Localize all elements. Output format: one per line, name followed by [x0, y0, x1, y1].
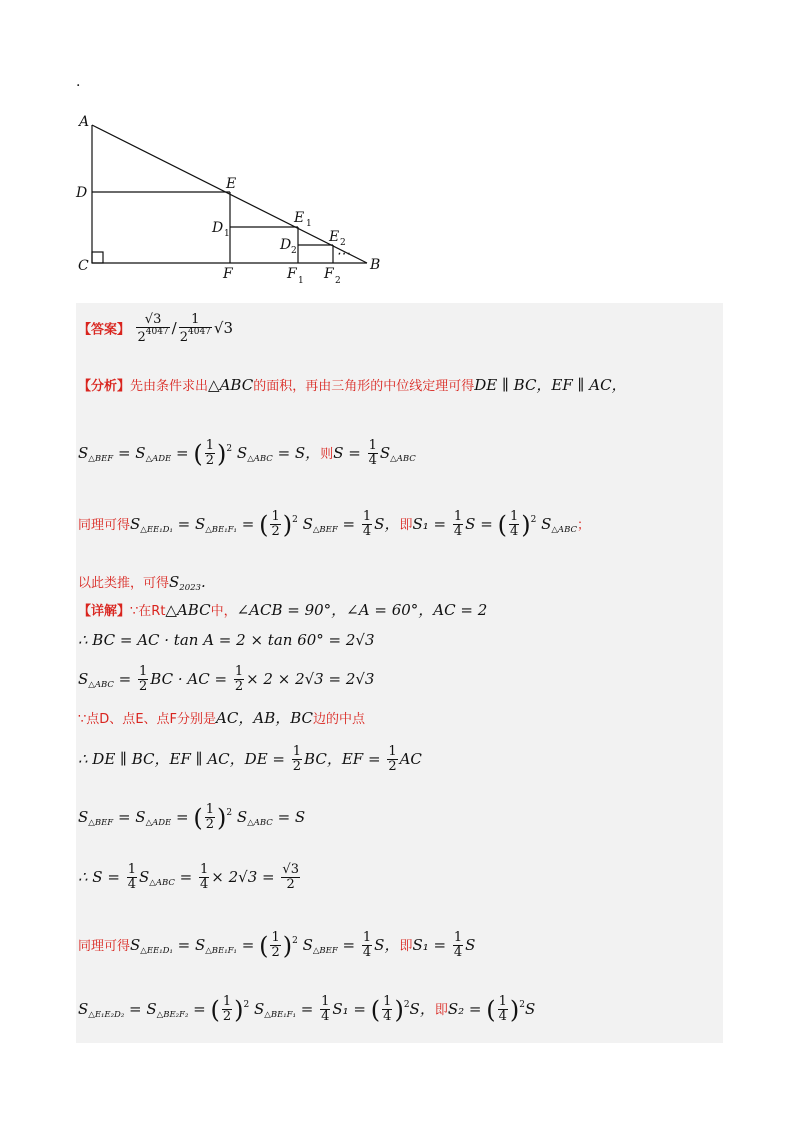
detail-line-5: ∴ DE ∥ BC，EF ∥ AC，DE = $\frac{1}{2}$ BC，EF = $\frac{1}{2}$ AC: [78, 744, 422, 775]
detail-tag: 【详解】: [78, 604, 131, 619]
label-e2: E: [329, 229, 340, 245]
analysis-line-4: 以此类推，可得$S_{2023}$.: [78, 573, 206, 593]
detail-line-3: $S_{\triangle ABC}$ = $\frac{1}{2}$ BC · AC = $\frac{1}{2}$ × 2 × 2√3 = 2√3: [78, 664, 375, 695]
label-d1-sub: 1: [224, 229, 230, 239]
detail-line-7: ∴ S = $\frac{1}{4}$ $S_{\triangle ABC}$ = $\frac{1}{4}$ × 2√3 = $\frac{√3}{2}$: [78, 862, 299, 893]
ellipsis-mark: ⋯: [336, 246, 350, 262]
label-f: F: [223, 266, 233, 282]
analysis-line-3: 同理可得$S_{\triangle EE_1D_1} = S_{\triangle BE_1F_1}$ = ( $\frac{1}{2}$ )$^2$ $S_{\triangle BEF}$ = $\frac{1}{4}$ S，即S₁ = $\frac{1}{4}$ S = ( $\frac{1}{4}$ )$^2$ $S_{\triangle ABC}$；: [78, 509, 590, 540]
stray-dot: ·: [76, 78, 81, 94]
detail-line-9: $S_{\triangle E_1E_2D_2} = S_{\triangle BE_2F_2}$ = ( $\frac{1}{2}$ )$^2$ $S_{\triangle BE_1F_1}$ = $\frac{1}{4}$ S₁ = ( $\frac{1}{4}$ )$^2$S，即S₂ = ( $\frac{1}{4}$ )$^2$S: [78, 994, 536, 1025]
label-d: D: [76, 185, 88, 201]
label-f1-sub: 1: [298, 276, 304, 286]
solution-panel: [76, 303, 723, 1043]
answer-tail: √3: [213, 319, 234, 338]
detail-line-6: $S_{\triangle BEF} = S_{\triangle ADE}$ = ( $\frac{1}{2}$ )$^2$ $S_{\triangle ABC} = S$: [78, 802, 306, 833]
right-angle-mark: [92, 252, 103, 263]
label-e2-sub: 2: [340, 238, 346, 248]
answer-tag: 【答案】: [78, 322, 131, 338]
detail-line-8: 同理可得$S_{\triangle EE_1D_1} = S_{\triangle BE_1F_1}$ = ( $\frac{1}{2}$ )$^2$ $S_{\triangle BEF}$ = $\frac{1}{4}$ S，即S₁ = $\frac{1}{4}$ S: [78, 930, 476, 961]
label-f2-sub: 2: [335, 276, 341, 286]
answer-frac-1: $\frac{√3}{2^{4047}}$: [137, 312, 169, 346]
detail-line-1: 【详解】∵在Rt△ABC中，∠ACB = 90°，∠A = 60°，AC = 2: [78, 601, 488, 619]
label-c: C: [78, 258, 89, 274]
label-e1: E: [294, 210, 305, 226]
label-e1-sub: 1: [306, 219, 312, 229]
label-b: B: [370, 257, 381, 273]
geometry-figure: [70, 108, 400, 288]
label-a: A: [79, 114, 90, 130]
analysis-tag: 【分析】: [78, 379, 131, 394]
label-e: E: [226, 176, 237, 192]
analysis-line-2: $S_{\triangle BEF} = S_{\triangle ADE}$ = ( $\frac{1}{2}$ )$^2$ $S_{\triangle ABC} = S$，则S = $\frac{1}{4}$ $S_{\triangle ABC}$: [78, 438, 416, 469]
detail-line-2: ∴ BC = AC · tan A = 2 × tan 60° = 2√3: [78, 631, 375, 649]
analysis-line-1: 【分析】先由条件求出△ABC的面积，再由三角形的中位线定理可得DE ∥ BC，EF ∥ AC，: [78, 376, 627, 394]
label-f1: F: [287, 266, 297, 282]
detail-line-4: ∵点D、点E、点F分别是AC，AB，BC边的中点: [78, 709, 366, 727]
label-d1: D: [212, 220, 224, 236]
answer-line: 【答案】 $\frac{√3}{2^{4047}}$ / $\frac{1}{2^{4047}}$ √3: [78, 312, 234, 346]
answer-frac-2: $\frac{1}{2^{4047}}$: [179, 312, 211, 346]
label-f2: F: [324, 266, 334, 282]
label-d2: D: [280, 237, 292, 253]
label-d2-sub: 2: [291, 246, 297, 256]
